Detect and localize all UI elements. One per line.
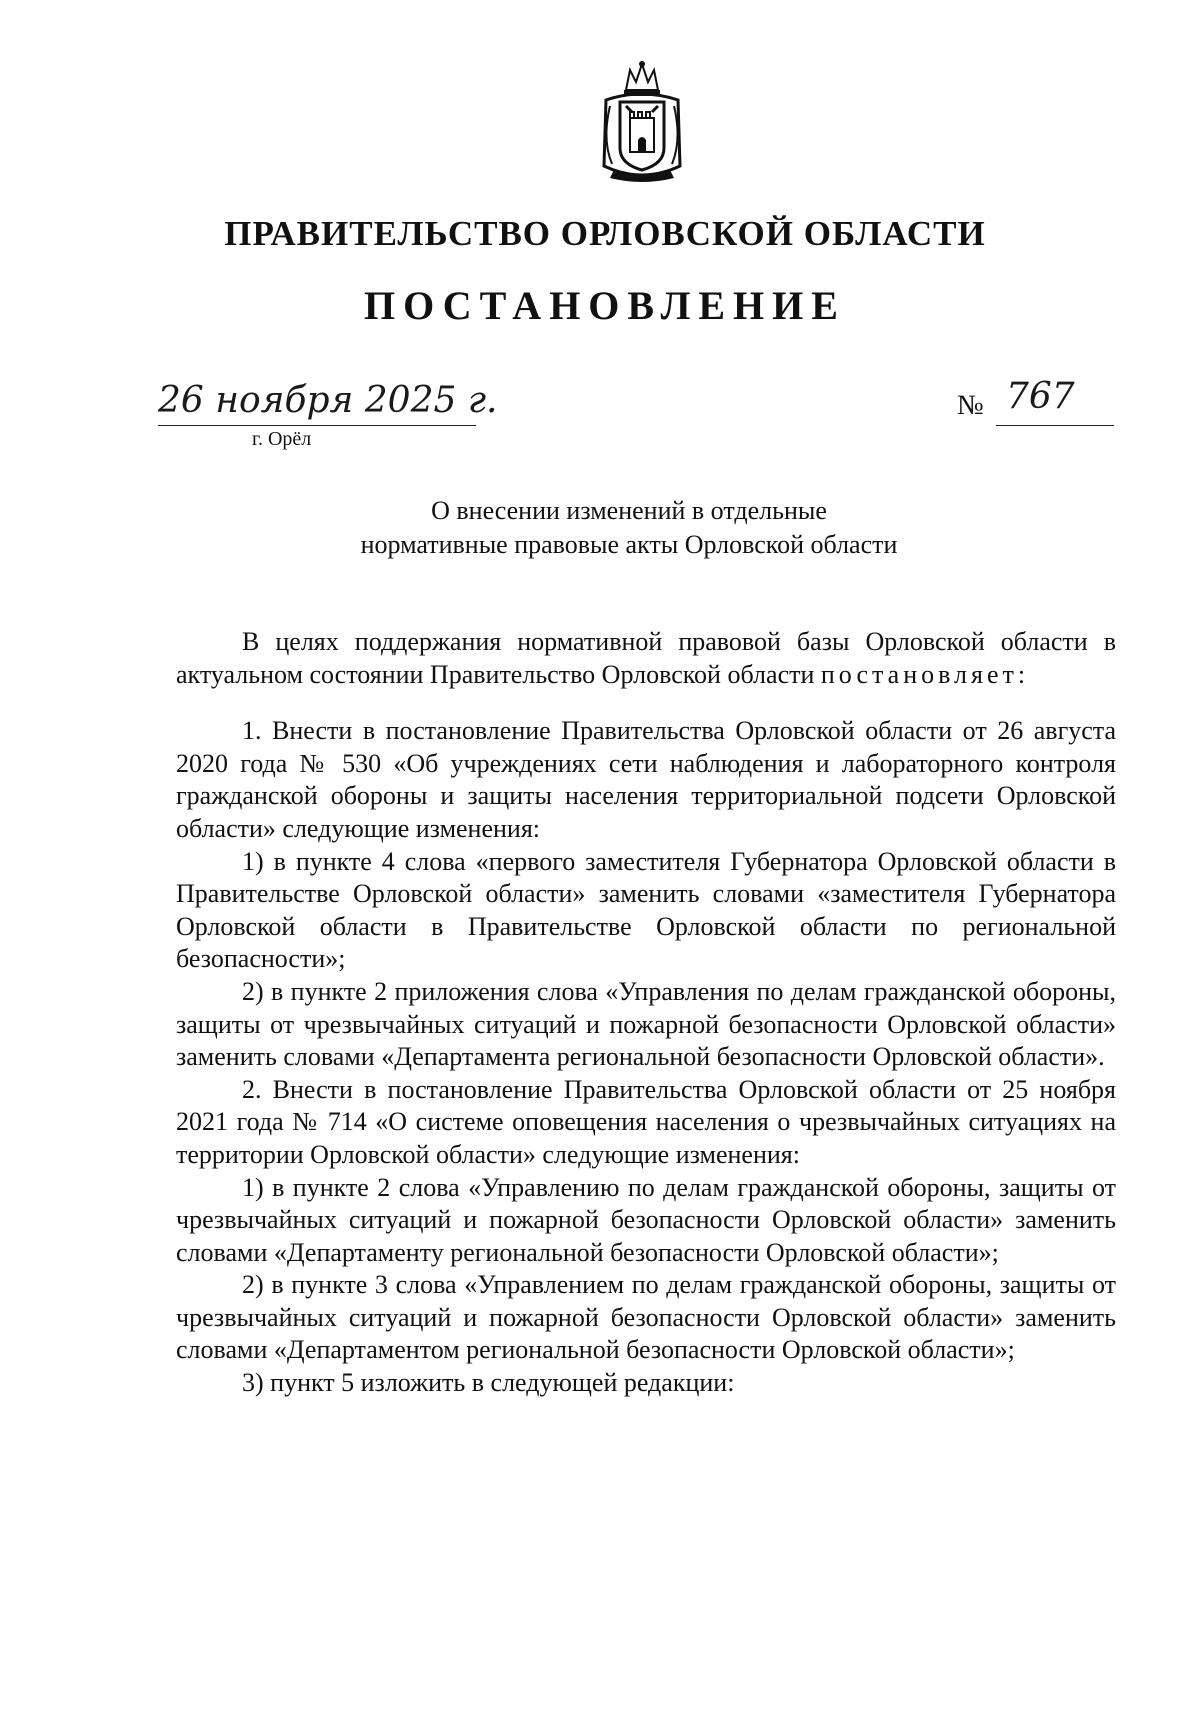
body-paragraph: 1) в пункте 2 слова «Управлению по делам гражданской обороны, защиты от чрезвычайных ситуаций и пожарной безопасности Орловской области» заменить словами «Департаменту региональной безопасности Орловской области»; bbox=[176, 1172, 1116, 1267]
body-paragraph: 2. Внести в постановление Правительства Орловской области от 25 ноября 2021 года № 714 «О системе оповещения населения о чрезвычайных ситуациях на территории Орловской области» следующие изменения: bbox=[176, 1074, 1116, 1169]
body-paragraph: 2) в пункте 2 приложения слова «Управления по делам гражданской обороны, защиты от чрезвычайных ситуаций и пожарной безопасности Орловской области» заменить словами «Департамента региональной безопасности Орловской области». bbox=[176, 976, 1116, 1072]
subject-line-1: О внесении изменений в отдельные bbox=[431, 496, 827, 525]
preamble-keyword: постановляет: bbox=[820, 659, 1030, 689]
document-body bbox=[176, 626, 1116, 1400]
subject-line-2: нормативные правовые акты Орловской области bbox=[360, 530, 898, 559]
body-paragraph: 1) в пункте 4 слова «первого заместителя Губернатора Орловской области в Правительстве Орловской области» заменить словами «заместителя Губернатора Орловской области в Правительстве Орловской области по региональной безопасности»; bbox=[176, 846, 1116, 974]
handwritten-date: 26 ноября 2025 г. bbox=[158, 380, 498, 421]
number-sign: № bbox=[957, 390, 984, 421]
city-label: г. Орёл bbox=[252, 428, 312, 450]
number-underline bbox=[996, 425, 1114, 426]
body-paragraph: 3) пункт 5 изложить в следующей редакции: bbox=[242, 1368, 735, 1398]
preamble-text: В целях поддержания нормативной правовой базы Орловской области в актуальном состоянии Правительство Орловской области bbox=[176, 627, 1116, 689]
coat-of-arms-icon bbox=[596, 60, 688, 184]
body-paragraph: 2) в пункте 3 слова «Управлением по делам гражданской обороны, защиты от чрезвычайных ситуаций и пожарной безопасности Орловской области» заменить словами «Департаментом региональной безопасности Орловской области»; bbox=[176, 1270, 1116, 1365]
body-paragraph: 1. Внести в постановление Правительства Орловской области от 26 августа 2020 года № 530 «Об учреждениях сети наблюдения и лабораторного контроля гражданской обороны и защиты населения территориальной подсети Орловской области» следующие изменения: bbox=[176, 716, 1116, 843]
preamble-paragraph bbox=[176, 626, 1116, 691]
date-underline bbox=[158, 425, 476, 426]
handwritten-number: 767 bbox=[1006, 376, 1075, 417]
document-type-title: ПОСТАНОВЛЕНИЕ bbox=[364, 283, 846, 328]
organization-title: ПРАВИТЕЛЬСТВО ОРЛОВСКОЙ ОБЛАСТИ bbox=[224, 214, 986, 253]
document-subject bbox=[0, 494, 1200, 562]
